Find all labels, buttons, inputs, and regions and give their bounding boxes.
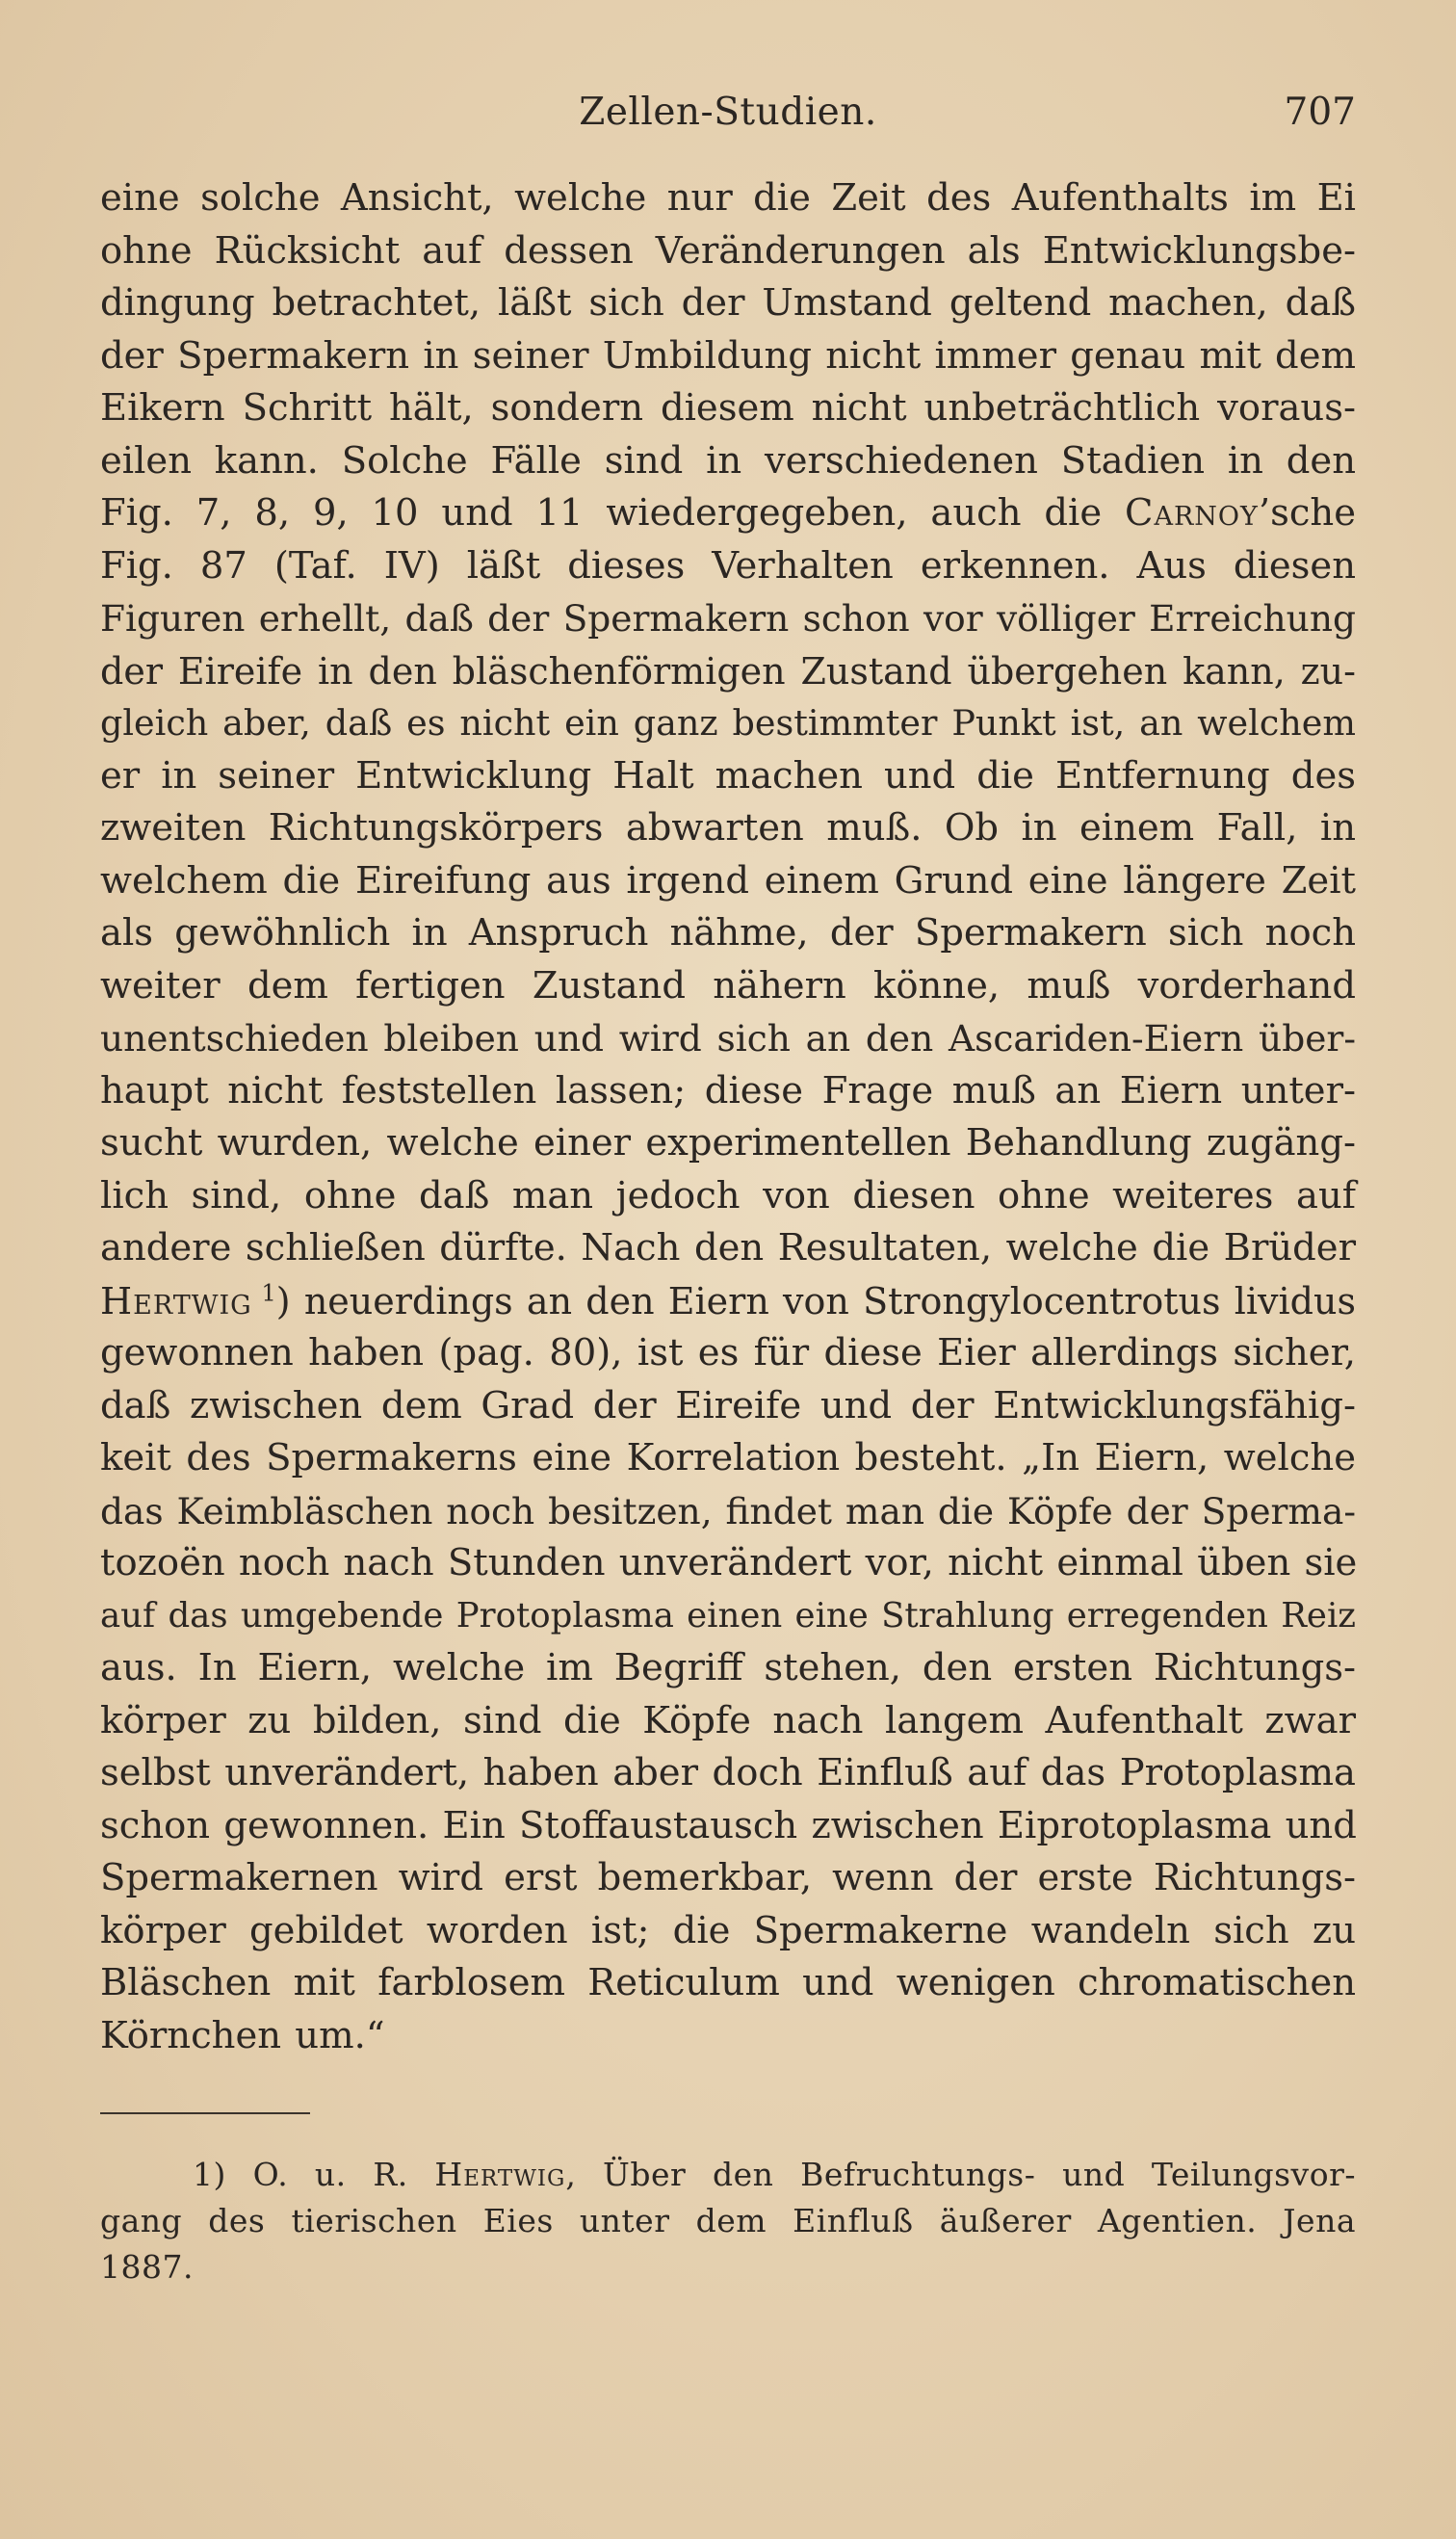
text-line: tozoën noch nach Stunden unverändert vor, nicht einmal üben sie xyxy=(100,1541,1358,1584)
text-line: zweiten Richtungskörpers abwarten muß. Ob in einem Fall, in xyxy=(100,806,1356,850)
body-paragraph xyxy=(100,172,1356,2062)
text-line: aus. In Eiern, welche im Begriff stehen, den ersten Richtungs- xyxy=(100,1646,1356,1689)
text-line: daß zwischen dem Grad der Eireife und der Entwicklungsfähig- xyxy=(100,1383,1356,1427)
footnote xyxy=(100,2152,1356,2290)
text-line: lich sind, ohne daß man jedoch von diesen ohne weiteres auf xyxy=(100,1173,1356,1217)
text-fragment: ’sche xyxy=(1258,491,1356,535)
text-line: Figuren erhellt, daß der Spermakern schon vor völliger Erreichung xyxy=(100,597,1356,640)
text-fragment: ) neuerdings an den Eiern von Strongylocentrotus lividus xyxy=(275,1279,1356,1322)
text-line xyxy=(100,487,1356,540)
author-name-carnoy: Carnoy xyxy=(1124,491,1259,535)
text-fragment: , Über den Befruchtungs- und Teilungsvor- xyxy=(565,2156,1356,2193)
text-line: welchem die Eireifung aus irgend einem Grund eine längere Zeit xyxy=(100,858,1356,903)
footnote-line: 1887. xyxy=(100,2248,194,2286)
text-line: dingung betrachtet, läßt sich der Umstand geltend machen, daß xyxy=(100,281,1356,325)
text-line: Körnchen um.“ xyxy=(100,2013,385,2057)
text-line xyxy=(100,1275,1356,1328)
text-line: auf das umgebende Protoplasma einen eine Strahlung erregenden Reiz xyxy=(100,1595,1356,1636)
text-line: Eikern Schritt hält, sondern diesem nicht unbeträchtlich voraus- xyxy=(100,386,1356,430)
text-line: gewonnen haben (pag. 80), ist es für diese Eier allerdings sicher, xyxy=(100,1331,1356,1374)
text-line: ohne Rücksicht auf dessen Veränderungen als Entwicklungsbe- xyxy=(100,228,1356,273)
text-line: eine solche Ansicht, welche nur die Zeit des Aufenthalts im Ei xyxy=(100,176,1356,220)
text-line: der Spermakern in seiner Umbildung nicht immer genau mit dem xyxy=(100,333,1356,378)
text-line: der Eireife in den bläschenförmigen Zustand übergehen kann, zu- xyxy=(100,649,1356,693)
footnote-line xyxy=(100,2152,1356,2198)
text-line: weiter dem fertigen Zustand nähern könne, muß vorderhand xyxy=(100,963,1356,1008)
text-fragment: Fig. 7, 8, 9, 10 und 11 wiedergegeben, auch die xyxy=(100,491,1125,535)
author-name-hertwig: Hertwig xyxy=(100,1279,252,1322)
running-title: Zellen-Studien. xyxy=(579,91,877,134)
text-line: eilen kann. Solche Fälle sind in verschiedenen Stadien in den xyxy=(100,438,1356,483)
text-line: Fig. 87 (Taf. IV) läßt dieses Verhalten erkennen. Aus diesen xyxy=(100,543,1356,588)
text-line: sucht wurden, welche einer experimentellen Behandlung zugäng- xyxy=(100,1121,1356,1165)
page-number: 707 xyxy=(1284,91,1356,134)
text-line: keit des Spermakerns eine Korrelation besteht. „In Eiern, welche xyxy=(100,1436,1356,1479)
author-name-hertwig: Hertwig xyxy=(434,2156,566,2193)
text-fragment: 1) O. u. R. xyxy=(193,2156,435,2193)
text-line: andere schließen dürfte. Nach den Resultaten, welche die Brüder xyxy=(100,1226,1356,1270)
text-line: Spermakernen wird erst bemerkbar, wenn der erste Richtungs- xyxy=(100,1856,1356,1899)
text-line: haupt nicht feststellen lassen; diese Frage muß an Eiern unter- xyxy=(100,1068,1356,1112)
footnote-line: gang des tierischen Eies unter dem Einfluß äußerer Agentien. Jena xyxy=(100,2202,1356,2239)
footnote-divider xyxy=(100,2112,310,2114)
text-line: schon gewonnen. Ein Stoffaustausch zwischen Eiprotoplasma und xyxy=(100,1803,1357,1847)
text-line: körper gebildet worden ist; die Spermakerne wandeln sich zu xyxy=(100,1908,1356,1952)
text-line: körper zu bilden, sind die Köpfe nach langem Aufenthalt zwar xyxy=(100,1698,1356,1742)
running-head xyxy=(100,89,1356,137)
footnote-marker: 1 xyxy=(261,1278,276,1306)
text-line: Bläschen mit farblosem Reticulum und wenigen chromatischen xyxy=(100,1961,1356,2004)
text-line: als gewöhnlich in Anspruch nähme, der Spermakern sich noch xyxy=(100,911,1356,955)
text-line: das Keimbläschen noch besitzen, findet man die Köpfe der Sperma- xyxy=(100,1489,1357,1532)
text-line: unentschieden bleiben und wird sich an den Ascariden-Eiern über- xyxy=(100,1017,1356,1060)
text-line: gleich aber, daß es nicht ein ganz bestimmter Punkt ist, an welchem xyxy=(100,702,1356,744)
text-line: er in seiner Entwicklung Halt machen und die Entfernung des xyxy=(100,753,1356,798)
text-line: selbst unverändert, haben aber doch Einfluß auf das Protoplasma xyxy=(100,1751,1356,1794)
